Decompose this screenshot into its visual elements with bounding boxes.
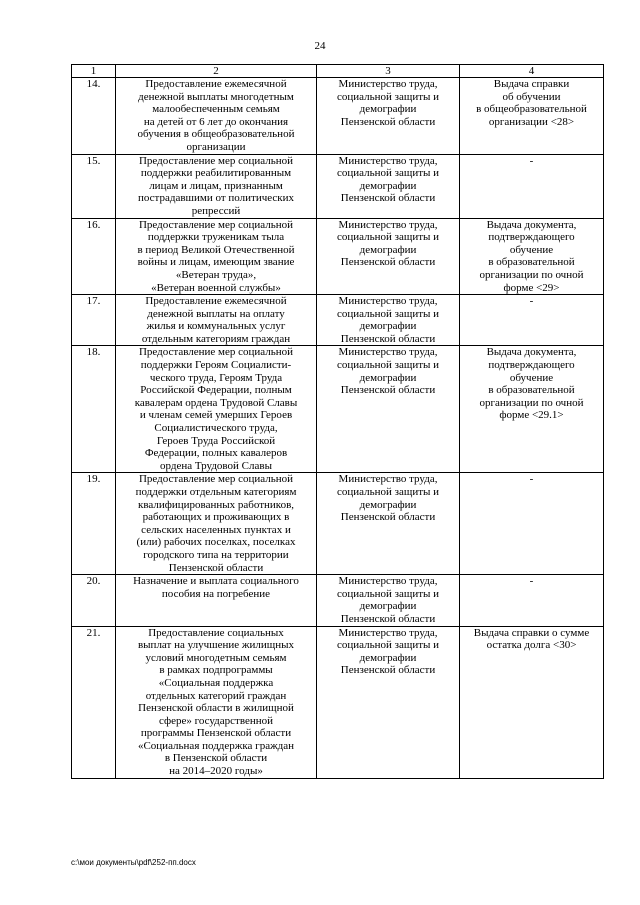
header-col-1: 1 — [72, 65, 116, 78]
ministry-name: Министерство труда, социальной защиты и демографии Пензенской области — [317, 346, 460, 473]
required-document: - — [460, 575, 604, 626]
ministry-name: Министерство труда, социальной защиты и демографии Пензенской области — [317, 154, 460, 218]
row-number: 14. — [72, 78, 116, 155]
ministry-name: Министерство труда, социальной защиты и демографии Пензенской области — [317, 473, 460, 575]
page-number: 24 — [314, 40, 326, 52]
footer-file-path: c:\мои документы\pdf\252-пп.docx — [71, 858, 196, 867]
row-number: 19. — [72, 473, 116, 575]
service-name: Предоставление мер социальной поддержки Героям Социалисти- ческого труда, Героям Труда Российской Федерации, полным кавалерам ордена Трудовой Славы и членам семей умерших Героев Социалистического труда, Героев Труда Российской Федерации, полных кавалеров ордена Трудовой Славы — [116, 346, 317, 473]
required-document: Выдача документа, подтверждающего обучение в образовательной организации по очной форме <29.1> — [460, 346, 604, 473]
service-name: Предоставление мер социальной поддержки отдельным категориям квалифицированных работников, работающих и проживающих в сельских населенных пунктах и (или) рабочих поселках, поселках городского типа на территории Пензенской области — [116, 473, 317, 575]
header-col-4: 4 — [460, 65, 604, 78]
row-number: 15. — [72, 154, 116, 218]
header-row — [72, 65, 604, 78]
table-row — [72, 295, 604, 346]
services-table — [71, 64, 604, 779]
service-name: Предоставление ежемесячной денежной выплаты на оплату жилья и коммунальных услуг отдельным категориям граждан — [116, 295, 317, 346]
ministry-name: Министерство труда, социальной защиты и демографии Пензенской области — [317, 295, 460, 346]
required-document: - — [460, 154, 604, 218]
header-col-3: 3 — [317, 65, 460, 78]
table-row — [72, 473, 604, 575]
required-document: - — [460, 295, 604, 346]
service-name: Предоставление социальных выплат на улучшение жилищных условий многодетным семьям в рамках подпрограммы «Социальная поддержка отдельных категорий граждан Пензенской области в жилищной сфере» государственной программы Пензенской области «Социальная поддержка граждан в Пензенской области на 2014–2020 годы» — [116, 626, 317, 778]
row-number: 16. — [72, 218, 116, 295]
row-number: 21. — [72, 626, 116, 778]
required-document: Выдача документа, подтверждающего обучение в образовательной организации по очной форме <29> — [460, 218, 604, 295]
ministry-name: Министерство труда, социальной защиты и демографии Пензенской области — [317, 78, 460, 155]
row-number: 17. — [72, 295, 116, 346]
row-number: 20. — [72, 575, 116, 626]
required-document: Выдача справки об обучении в общеобразовательной организации <28> — [460, 78, 604, 155]
table-row — [72, 575, 604, 626]
service-name: Назначение и выплата социального пособия на погребение — [116, 575, 317, 626]
service-name: Предоставление мер социальной поддержки реабилитированным лицам и лицам, признанным пострадавшими от политических репрессий — [116, 154, 317, 218]
service-name: Предоставление ежемесячной денежной выплаты многодетным малообеспеченным семьям на детей от 6 лет до окончания обучения в общеобразовательной организации — [116, 78, 317, 155]
service-name: Предоставление мер социальной поддержки труженикам тыла в период Великой Отечественной войны и лицам, имеющим звание «Ветеран труда», «Ветеран военной службы» — [116, 218, 317, 295]
table-body — [72, 78, 604, 779]
header-col-2: 2 — [116, 65, 317, 78]
table-row — [72, 346, 604, 473]
ministry-name: Министерство труда, социальной защиты и демографии Пензенской области — [317, 575, 460, 626]
table-row — [72, 78, 604, 155]
row-number: 18. — [72, 346, 116, 473]
required-document: - — [460, 473, 604, 575]
table-row — [72, 154, 604, 218]
ministry-name: Министерство труда, социальной защиты и демографии Пензенской области — [317, 626, 460, 778]
table-header — [72, 65, 604, 78]
table-row — [72, 626, 604, 778]
table-row — [72, 218, 604, 295]
ministry-name: Министерство труда, социальной защиты и демографии Пензенской области — [317, 218, 460, 295]
required-document: Выдача справки о сумме остатка долга <30> — [460, 626, 604, 778]
